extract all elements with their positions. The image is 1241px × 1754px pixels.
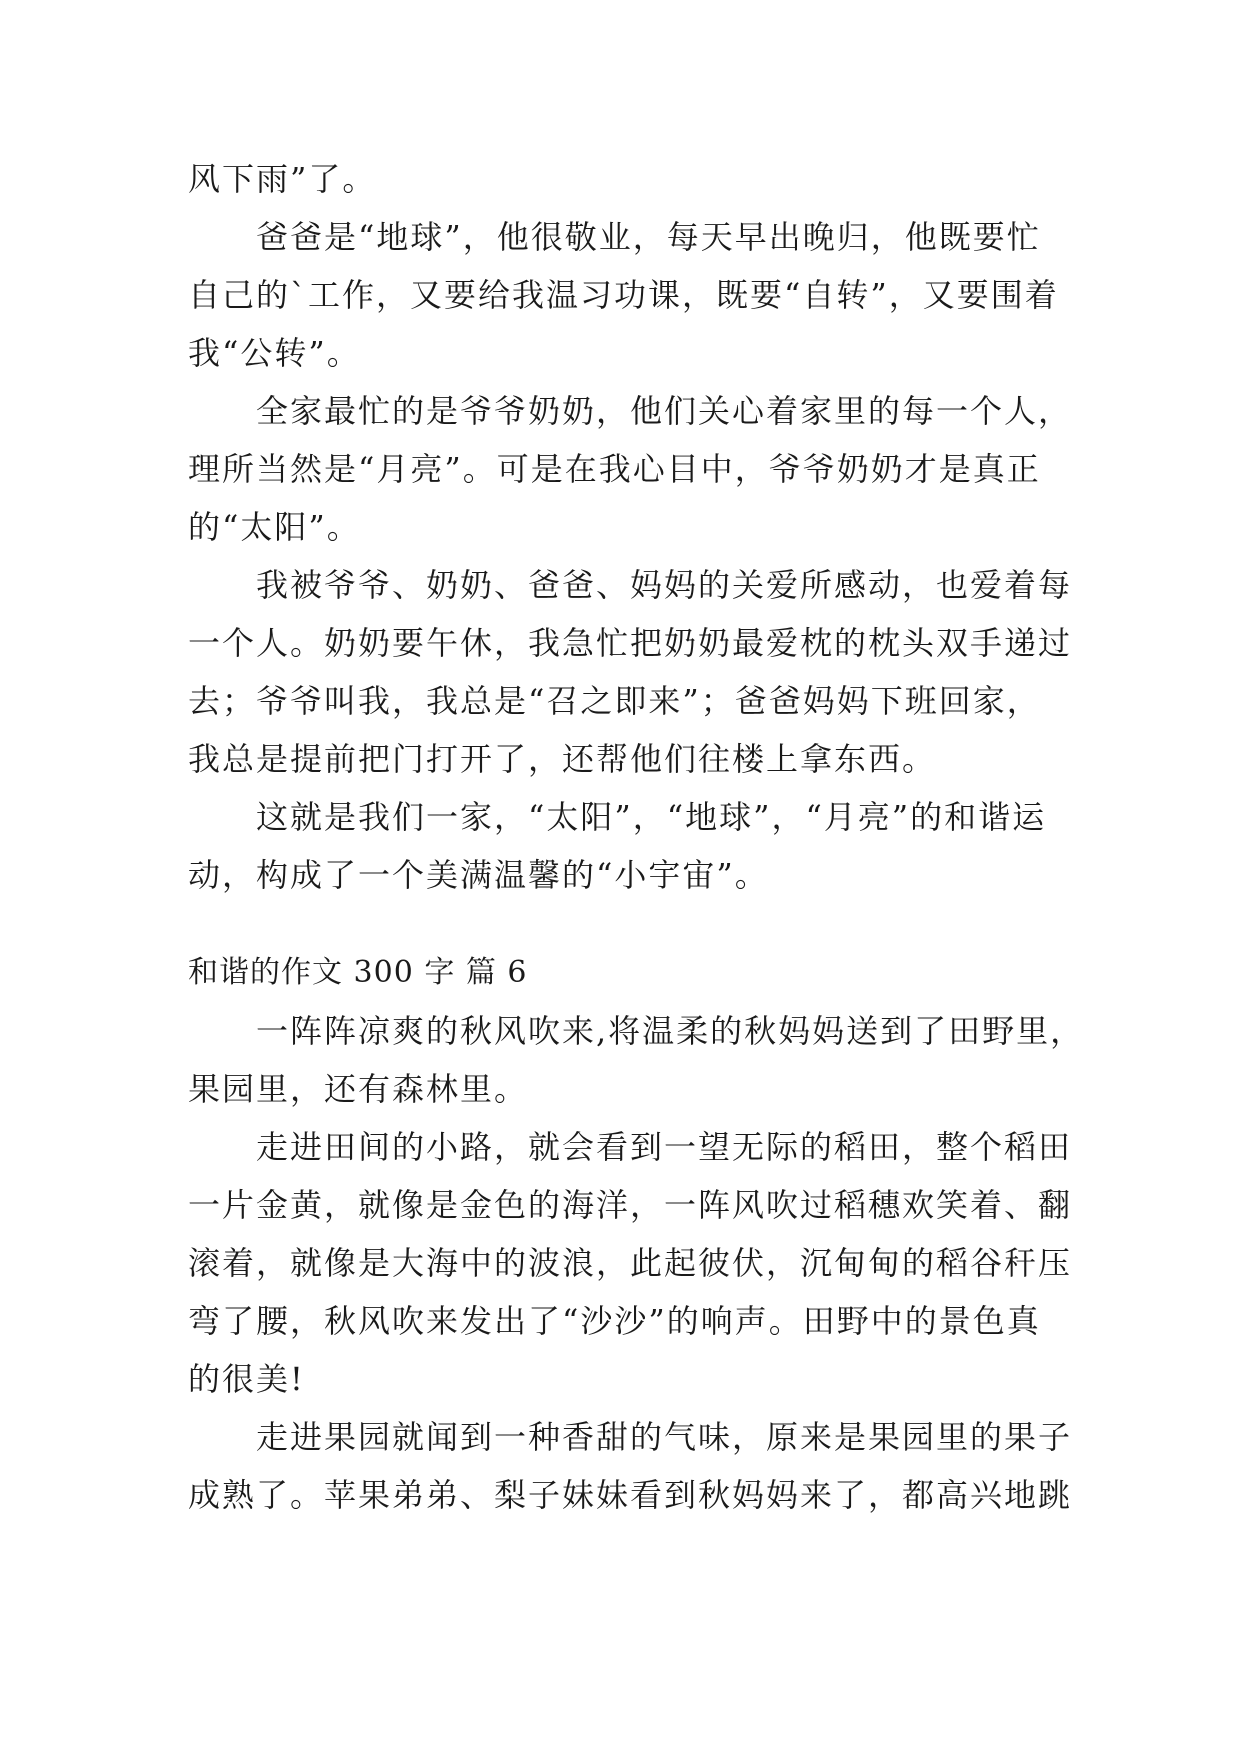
paragraph — [188, 382, 1073, 556]
paragraph — [188, 788, 1058, 904]
paragraph — [188, 556, 1073, 788]
text-line: 理所当然是“月亮”。可是在我心目中，爷爷奶奶才是真正 — [188, 450, 1041, 488]
text-line: 走进田间的小路，就会看到一望无际的稻田，整个稻田 — [256, 1128, 1073, 1166]
text-line: 一阵阵凉爽的秋风吹来,将温柔的秋妈妈送到了田野里， — [256, 1012, 1085, 1050]
text-line: 我总是提前把门打开了，还帮他们往楼上拿东西。 — [188, 740, 937, 778]
text-line: 走进果园就闻到一种香甜的气味，原来是果园里的果子 — [256, 1418, 1073, 1456]
paragraph — [188, 1408, 1073, 1524]
text-line: 我“公转”。 — [188, 334, 361, 372]
text-line: 风下雨”了。 — [188, 160, 377, 198]
text-line: 果园里，还有森林里。 — [188, 1070, 529, 1108]
section-heading: 和谐的作文 300 字 篇 6 — [188, 955, 528, 990]
text-line: 全家最忙的是爷爷奶奶，他们关心着家里的每一个人， — [256, 392, 1073, 430]
text-line: 成熟了。苹果弟弟、梨子妹妹看到秋妈妈来了，都高兴地跳 — [188, 1476, 1073, 1514]
text-line: 去；爷爷叫我，我总是“召之即来”；爸爸妈妈下班回家， — [188, 682, 1041, 720]
document-body — [188, 150, 1085, 1524]
text-line: 的很美! — [188, 1360, 305, 1398]
text-line: 这就是我们一家，“太阳”，“地球”，“月亮”的和谐运 — [256, 798, 1047, 836]
text-line: 自己的`工作，又要给我温习功课，既要“自转”，又要围着 — [188, 276, 1059, 314]
paragraph — [188, 1118, 1073, 1408]
text-line: 一个人。奶奶要午休，我急忙把奶奶最爱枕的枕头双手递过 — [188, 624, 1073, 662]
paragraph — [188, 208, 1058, 382]
text-line: 我被爷爷、奶奶、爸爸、妈妈的关爱所感动，也爱着每 — [256, 566, 1073, 604]
text-line: 弯了腰，秋风吹来发出了“沙沙”的响声。田野中的景色真 — [188, 1302, 1041, 1340]
paragraph — [188, 1002, 1085, 1118]
text-line: 的“太阳”。 — [188, 508, 361, 546]
section-spacer — [188, 904, 1058, 944]
text-line: 动，构成了一个美满温馨的“小宇宙”。 — [188, 856, 769, 894]
text-line: 一片金黄，就像是金色的海洋，一阵风吹过稻穗欢笑着、翻 — [188, 1186, 1073, 1224]
text-line: 爸爸是“地球”，他很敬业，每天早出晚归，他既要忙 — [256, 218, 1041, 256]
text-line: 滚着，就像是大海中的波浪，此起彼伏，沉甸甸的稻谷秆压 — [188, 1244, 1073, 1282]
